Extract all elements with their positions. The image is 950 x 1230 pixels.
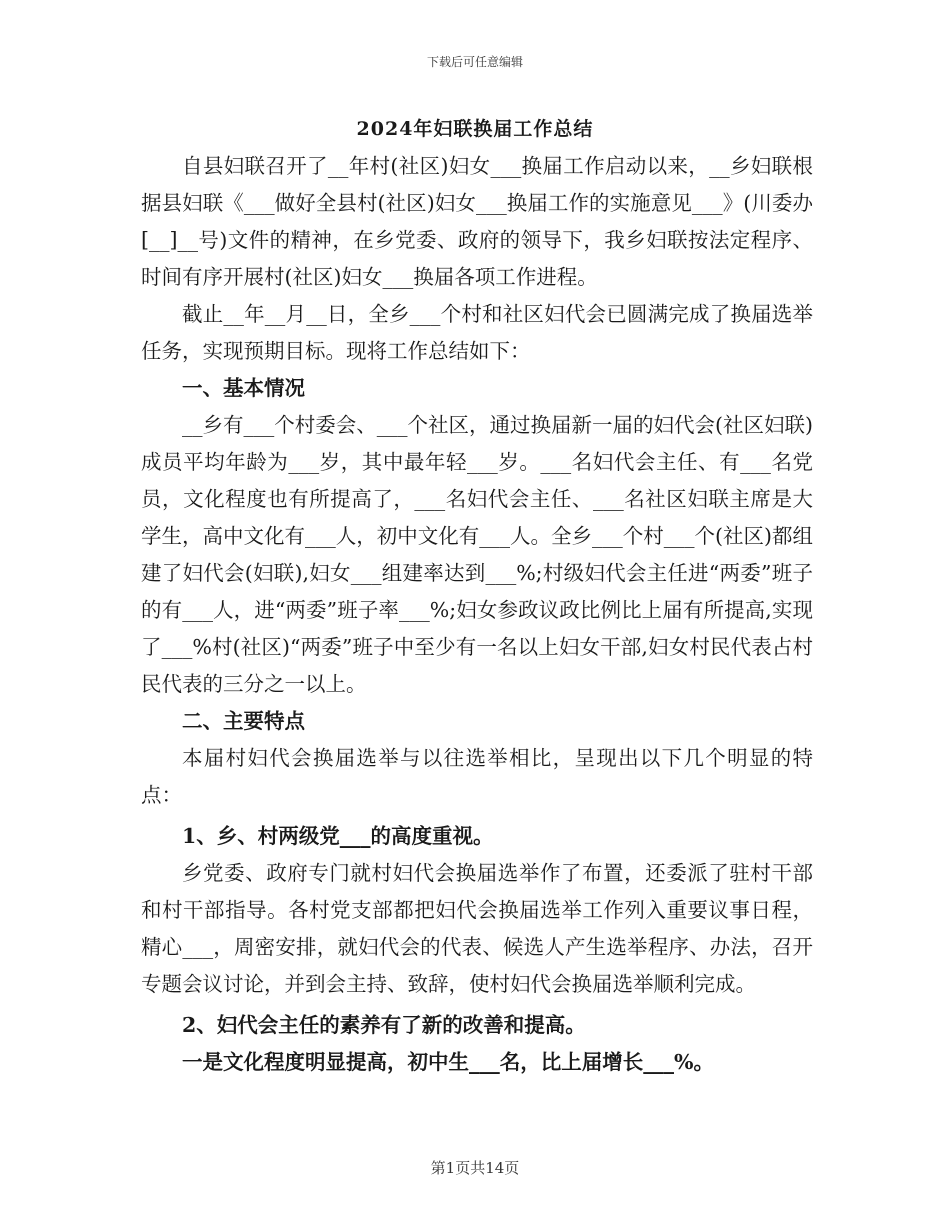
page-header-note: 下载后可任意编辑 <box>426 55 523 69</box>
paragraph-education-level: 一是文化程度明显提高，初中生___名，比上届增长___%。 <box>182 1050 714 1074</box>
document-title: 2024年妇联换届工作总结 <box>356 118 594 140</box>
paragraph-summary-lead: 截止__年__月__日，全乡___个村和社区妇代会已圆满完成了换届选举任务，实现预期目标。现将工作总结如下： <box>141 302 813 363</box>
section-heading-features: 二、主要特点 <box>182 709 305 733</box>
subheading-quality-improvement: 2、妇代会主任的素养有了新的改善和提高。 <box>182 1013 586 1037</box>
paragraph-features-lead: 本届村妇代会换届选举与以往选举相比，呈现出以下几个明显的特点： <box>141 746 813 807</box>
paragraph-basic-situation: __乡有___个村委会、___个社区，通过换届新一届的妇代会(社区妇联)成员平均年龄为___岁，其中最年轻___岁。___名妇代会主任、有___名党员，文化程度也有所提高了，___名妇代会主任、___名社区妇联主席是大学生，高中文化有___人，初中文化有___人。全乡___个村___个(社区)都组建了妇代会(妇联),妇女___组建率达到___%;村级妇代会主任进“两委”班子的有___人，进“两委”班子率___%;妇女参政议政比例比上届有所提高,实现了___%村(社区)“两委”班子中至少有一名以上妇女干部,妇女村民代表占村民代表的三分之一以上。 <box>141 413 813 696</box>
paragraph-intro: 自县妇联召开了__年村(社区)妇女___换届工作启动以来，__乡妇联根据县妇联《___做好全县村(社区)妇女___换届工作的实施意见___》(川委办[__]__号)文件的精神，在乡党委、政府的领导下，我乡妇联按法定程序、时间有序开展村(社区)妇女___换届各项工作进程。 <box>141 154 813 289</box>
section-heading-basic: 一、基本情况 <box>182 376 305 400</box>
subheading-party-attention: 1、乡、村两级党___的高度重视。 <box>182 824 494 848</box>
paragraph-party-attention: 乡党委、政府专门就村妇代会换届选举作了布置，还委派了驻村干部和村干部指导。各村党支部都把妇代会换届选举工作列入重要议事日程，精心___，周密安排，就妇代会的代表、候选人产生选举程序、办法，召开专题会议讨论，并到会主持、致辞，使村妇代会换届选举顺利完成。 <box>141 861 813 996</box>
document-body <box>141 148 813 1081</box>
page-footer-number: 第1页共14页 <box>430 1159 520 1177</box>
